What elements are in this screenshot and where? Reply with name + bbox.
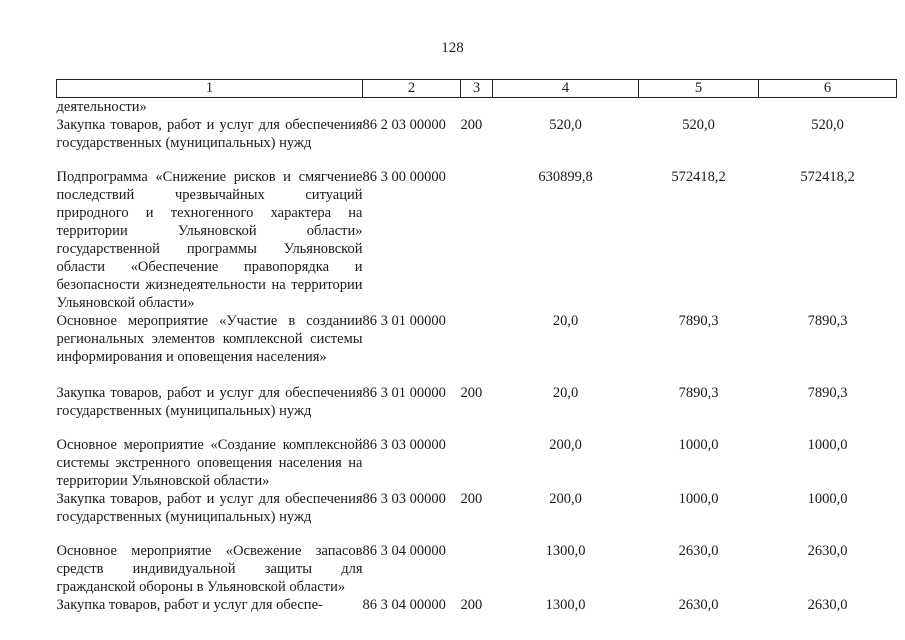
table-row xyxy=(57,436,897,490)
row-value-2: 1000,0 xyxy=(678,437,719,453)
row-value-3: 7890,3 xyxy=(807,385,848,401)
row-value-2: 2630,0 xyxy=(678,543,719,559)
row-name: Основное мероприятие «Освежение запасов средств индивидуальной защиты для гражданской обороны в Ульяновской области» xyxy=(56,543,363,595)
row-name: Основное мероприятие «Участие в создании региональных элементов комплексной системы информирования и оповещения населения» xyxy=(56,313,363,365)
row-value-2: 2630,0 xyxy=(678,597,719,613)
row-name: Закупка товаров, работ и услуг для обеспечения государственных (муниципальных) нужд xyxy=(56,491,363,525)
row-value-1: 200,0 xyxy=(549,437,582,453)
header-col-3: 3 xyxy=(461,80,493,98)
row-value-1: 630899,8 xyxy=(538,169,593,185)
row-value-2: 7890,3 xyxy=(678,385,719,401)
row-type: 200 xyxy=(460,491,483,507)
table-row xyxy=(57,384,897,436)
row-code: 86 3 01 00000 xyxy=(362,313,446,329)
table-row xyxy=(57,490,897,542)
row-value-2: 7890,3 xyxy=(678,313,719,329)
row-value-1: 1300,0 xyxy=(545,543,586,559)
row-value-1: 20,0 xyxy=(552,313,579,329)
row-value-1: 520,0 xyxy=(549,117,582,133)
row-value-2: 572418,2 xyxy=(671,169,726,185)
row-type xyxy=(461,542,493,596)
row-name: Подпрограмма «Снижение рисков и смягчение последствий чрезвычайных ситуаций природного и техногенного характера на территории Ульяновской области» государственной программы Ульяновской области «Обеспечение правопорядка и безопасности жизнедеятельности на территории Ульяновской области» xyxy=(56,169,363,311)
row-value-3 xyxy=(759,98,897,117)
page-number: 128 xyxy=(441,40,464,56)
table-row xyxy=(57,168,897,312)
table-row xyxy=(57,596,897,614)
row-name: Основное мероприятие «Создание комплексной системы экстренного оповещения населения на территории Ульяновской области» xyxy=(56,437,363,489)
row-type xyxy=(461,168,493,312)
header-row xyxy=(57,80,897,98)
table-row xyxy=(57,542,897,596)
row-name: Закупка товаров, работ и услуг для обеспечения государственных (муниципальных) нужд xyxy=(56,385,363,419)
row-value-1 xyxy=(493,98,639,117)
row-type xyxy=(461,312,493,384)
row-code: 86 3 04 00000 xyxy=(362,543,446,559)
row-value-3: 1000,0 xyxy=(807,491,848,507)
row-value-2: 1000,0 xyxy=(678,491,719,507)
row-type xyxy=(461,436,493,490)
row-code: 86 2 03 00000 xyxy=(362,117,446,133)
row-value-3: 520,0 xyxy=(811,117,844,133)
row-value-1: 1300,0 xyxy=(545,597,586,613)
row-value-3: 1000,0 xyxy=(807,437,848,453)
header-col-6: 6 xyxy=(759,80,897,98)
header-col-5: 5 xyxy=(639,80,759,98)
row-code: 86 3 00 00000 xyxy=(362,169,446,185)
row-code: 86 3 03 00000 xyxy=(362,491,446,507)
row-value-3: 2630,0 xyxy=(807,597,848,613)
row-value-1: 200,0 xyxy=(549,491,582,507)
row-code: 86 3 04 00000 xyxy=(362,597,446,613)
header-col-1: 1 xyxy=(57,80,363,98)
table-row xyxy=(57,98,897,117)
row-code xyxy=(363,98,461,117)
row-name: деятельности» xyxy=(56,99,147,115)
row-name: Закупка товаров, работ и услуг для обеспечения государственных (муниципальных) нужд xyxy=(56,117,363,151)
row-type: 200 xyxy=(460,385,483,401)
row-type xyxy=(461,98,493,117)
row-code: 86 3 01 00000 xyxy=(362,385,446,401)
table-row xyxy=(57,312,897,384)
row-type: 200 xyxy=(460,597,483,613)
header-col-2: 2 xyxy=(363,80,461,98)
row-value-2 xyxy=(639,98,759,117)
row-value-3: 572418,2 xyxy=(800,169,855,185)
row-value-3: 2630,0 xyxy=(807,543,848,559)
budget-table xyxy=(56,79,897,614)
header-col-4: 4 xyxy=(493,80,639,98)
table-row xyxy=(57,116,897,168)
row-value-2: 520,0 xyxy=(682,117,715,133)
row-value-1: 20,0 xyxy=(552,385,579,401)
row-type: 200 xyxy=(460,117,483,133)
row-code: 86 3 03 00000 xyxy=(362,437,446,453)
row-name: Закупка товаров, работ и услуг для обеспе- xyxy=(56,597,323,613)
row-value-3: 7890,3 xyxy=(807,313,848,329)
